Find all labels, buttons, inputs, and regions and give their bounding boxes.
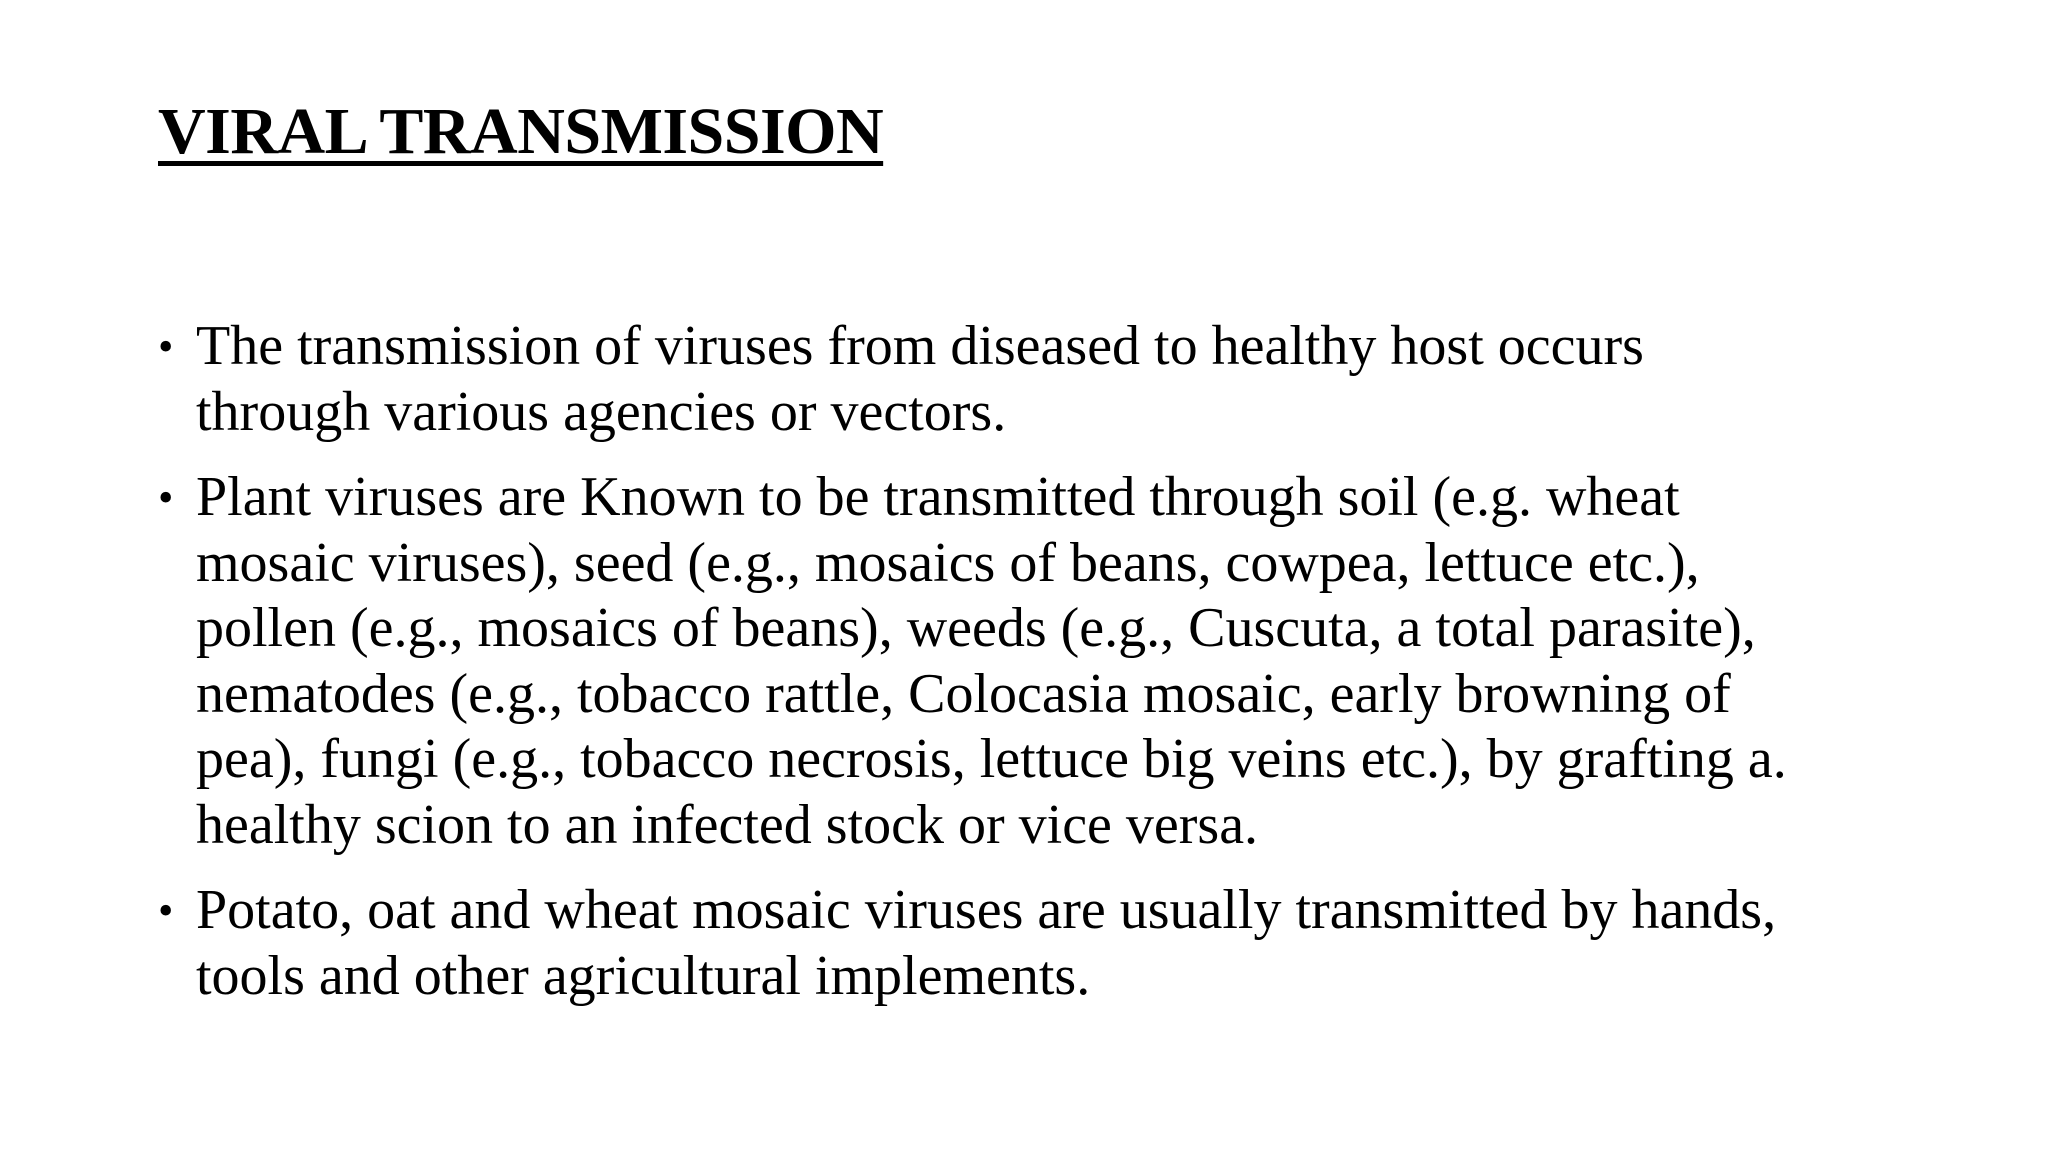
bullet-list [158, 314, 1918, 1029]
bullet-icon: • [158, 886, 174, 935]
slide-title: VIRAL TRANSMISSION [158, 95, 884, 168]
text-line: through various agencies or vectors. [196, 380, 1007, 443]
bullet-icon: • [158, 473, 174, 522]
bullet-text [196, 465, 1918, 858]
text-line: healthy scion to an infected stock or vice versa. [196, 793, 1259, 856]
bullet-item-transmission [158, 314, 1918, 445]
bullet-item-agencies [158, 465, 1918, 858]
text-line: Plant viruses are Known to be transmitted through soil (e.g. wheat [196, 466, 1680, 528]
bullet-item-mechanical [158, 878, 1918, 1009]
bullet-text [196, 878, 1918, 1009]
text-line: tools and other agricultural implements. [196, 944, 1091, 1007]
text-line: pollen (e.g., mosaics of beans), weeds (e.g., Cuscuta, a total parasite), [196, 597, 1756, 659]
bullet-text [196, 314, 1918, 445]
text-line: nematodes (e.g., tobacco rattle, Colocasia mosaic, early browning of [196, 662, 1731, 725]
text-line: mosaic viruses), seed (e.g., mosaics of beans, cowpea, lettuce etc.), [196, 531, 1700, 594]
text-line: The transmission of viruses from diseased to healthy host occurs [196, 315, 1644, 377]
text-line: Potato, oat and wheat mosaic viruses are usually transmitted by hands, [196, 879, 1777, 941]
text-line: pea), fungi (e.g., tobacco necrosis, lettuce big veins etc.), by grafting a. [196, 728, 1787, 790]
bullet-icon: • [158, 322, 174, 371]
